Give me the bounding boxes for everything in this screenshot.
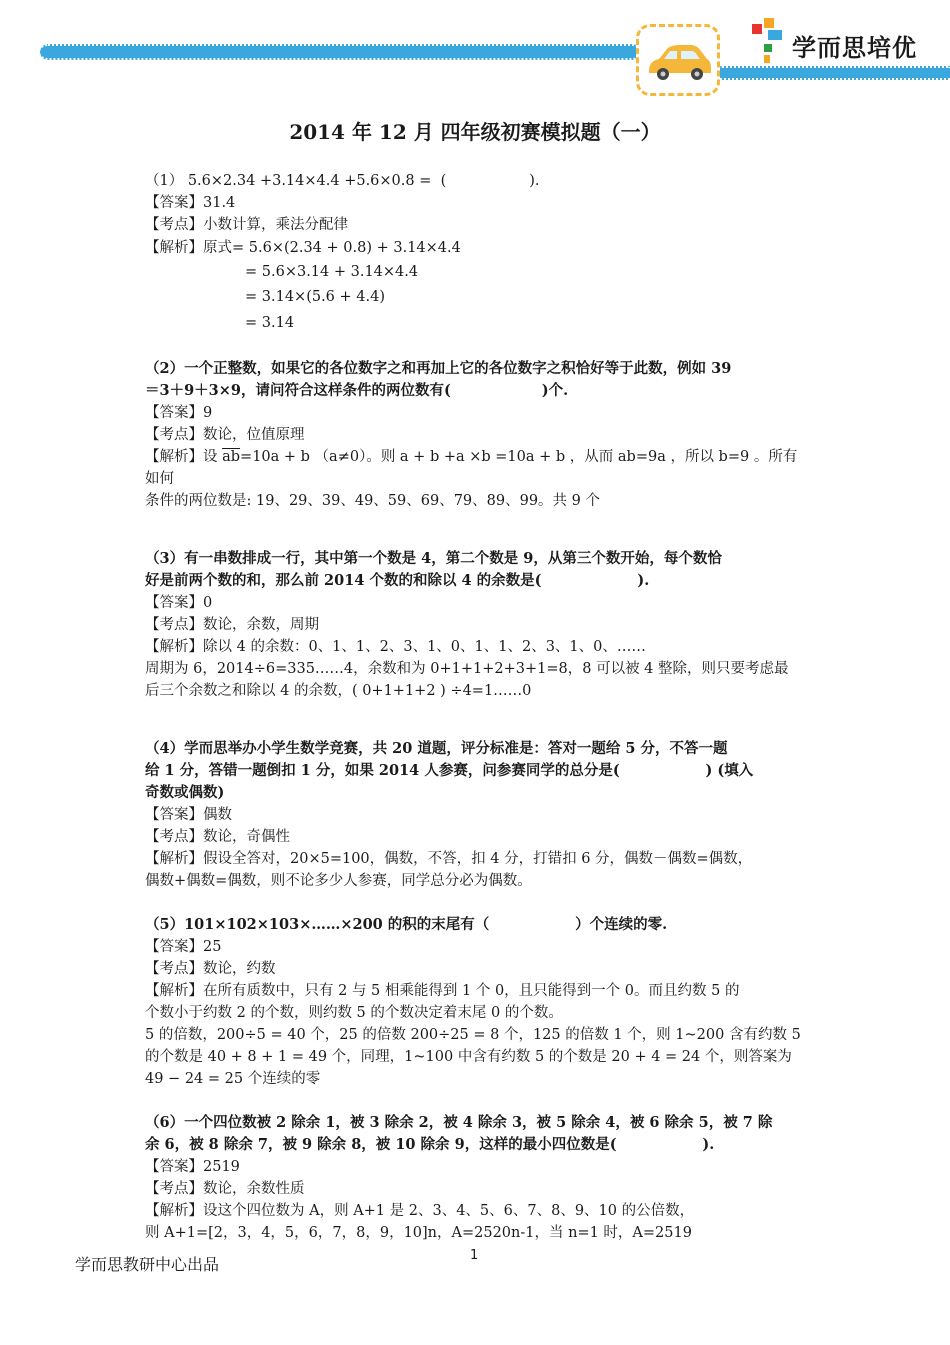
problem-question-line: （2）一个正整数，如果它的各位数字之和再加上它的各位数字之积恰好等于此数，例如 39 [145,360,732,377]
problem-question-line: 余 6，被 8 除余 7，被 9 除余 8，被 10 除余 9，这样的最小四位数是( ). [145,1136,715,1153]
problem-question-line: （6）一个四位数被 2 除余 1，被 3 除余 2，被 4 除余 3，被 5 除余 4，被 6 除余 5，被 7 除 [145,1114,773,1131]
problem-analysis-line: 【解析】设这个四位数为 A，则 A+1 是 2、3、4、5、6、7、8、9、10 的公倍数， [145,1203,695,1219]
problem-analysis-line: 周期为 6，2014÷6=335……4，余数和为 0+1+1+2+3+1=8，8 可以被 4 整除，则只要考虑最 [145,661,789,677]
problem-analysis-line: 【解析】除以 4 的余数：0、1、1、2、3、1、0、1、1、2、3、1、0、…… [145,639,646,655]
problem-analysis-line: 【解析】假设全答对，20×5=100，偶数，不答，扣 4 分，打错扣 6 分，偶数－偶数=偶数， [145,851,753,867]
problem-analysis-line [145,446,810,490]
document-title: 2014 年 12 月 四年级初赛模拟题（一） [289,120,661,144]
problem-analysis-line: 偶数+偶数=偶数，则不论多少人参赛，同学总分必为偶数。 [145,873,532,889]
problem-analysis-line: 后三个余数之和除以 4 的余数，( 0+1+1+2 ) ÷4=1……0 [145,683,532,699]
problem-topic: 【考点】小数计算，乘法分配律 [145,217,348,233]
problem-analysis-line: 49 − 24 = 25 个连续的零 [145,1071,321,1087]
problem-analysis-line: 的个数是 40 + 8 + 1 = 49 个，同理，1~100 中含有约数 5 的个数是 20 + 4 = 24 个，则答案为 [145,1049,792,1065]
problem-analysis-line: 【解析】在所有质数中，只有 2 与 5 相乘能得到 1 个 0，且只能得到一个 0。而且约数 5 的 [145,983,740,999]
problem-question-line: （4）学而思举办小学生数学竞赛，共 20 道题，评分标准是：答对一题给 5 分，不答一题 [145,740,728,757]
problem-answer: 【答案】31.4 [145,195,236,211]
problem-question-line: ＝3＋9＋3×9，请问符合这样条件的两位数有( )个. [145,382,569,399]
problem-answer: 【答案】偶数 [145,807,232,823]
problem-answer: 【答案】0 [145,595,213,611]
problem-analysis-line: = 5.6×3.14 + 3.14×4.4 [245,264,419,280]
problem-topic: 【考点】数论，余数，周期 [145,617,319,633]
problem-question-line: （3）有一串数排成一行，其中第一个数是 4，第二个数是 9，从第三个数开始，每个数恰 [145,550,722,567]
problem-2 [145,358,810,512]
problem-answer: 【答案】2519 [145,1159,240,1175]
car-icon [636,24,720,96]
problem-question: （1） 5.6×2.34 +3.14×4.4 +5.6×0.8 = ( ). [145,173,540,189]
analysis-rest: =10a + b （a≠0）。则 a + b +a ×b =10a + b ，从而 ab=9a ，所以 b=9 。所有如何 [145,449,798,487]
problem-question: （5）101×102×103×……×200 的积的末尾有（ ）个连续的零. [145,916,668,933]
problem-answer: 【答案】25 [145,939,222,955]
problem-question-line: 给 1 分，答错一题倒扣 1 分，如果 2014 人参赛，问参赛同学的总分是( ) (填入 [145,762,754,779]
problem-analysis-line: 个数小于约数 2 的个数，则约数 5 的个数决定着末尾 0 的个数。 [145,1005,563,1021]
problem-topic: 【考点】数论，余数性质 [145,1181,305,1197]
header-stripe [40,44,640,60]
problem-4 [145,738,810,892]
problem-answer: 【答案】9 [145,405,213,421]
header-stripe-right [715,66,950,80]
page-number: 1 [470,1248,479,1263]
problem-analysis-line: 条件的两位数是: 19、29、39、49、59、69、79、89、99。共 9 个 [145,493,600,509]
problem-5 [145,914,810,1090]
problem-analysis-line: 5 的倍数，200÷5 = 40 个，25 的倍数 200÷25 = 8 个，125 的倍数 1 个，则 1~200 含有约数 5 [145,1027,801,1043]
brand-logo-icon [752,18,788,64]
problem-analysis-line: = 3.14×(5.6 + 4.4) [245,289,385,305]
problem-list [145,170,810,1244]
analysis-prefix: 【解析】设 [145,449,223,465]
problem-topic: 【考点】数论，位值原理 [145,427,305,443]
problem-6 [145,1112,810,1244]
problem-topic: 【考点】数论，约数 [145,961,276,977]
publisher-footer: 学而思教研中心出品 [75,1255,220,1274]
problem-topic: 【考点】数论，奇偶性 [145,829,290,845]
analysis-ab-overline: $\overline{ab}$ [222,449,241,465]
problem-analysis-line: 则 A+1=[2，3，4，5，6，7，8，9，10]n，A=2520n-1，当 n=1 时，A=2519 [145,1225,692,1241]
problem-analysis-line: 【解析】原式= 5.6×(2.34 + 0.8) + 3.14×4.4 [145,240,461,256]
problem-3 [145,548,810,702]
brand-logo-text: 学而思培优 [792,34,917,62]
problem-1 [145,170,810,336]
problem-analysis-line: = 3.14 [245,315,295,331]
problem-question-line: 奇数或偶数) [145,784,225,801]
problem-question-line: 好是前两个数的和，那么前 2014 个数的和除以 4 的余数是( ). [145,572,650,589]
